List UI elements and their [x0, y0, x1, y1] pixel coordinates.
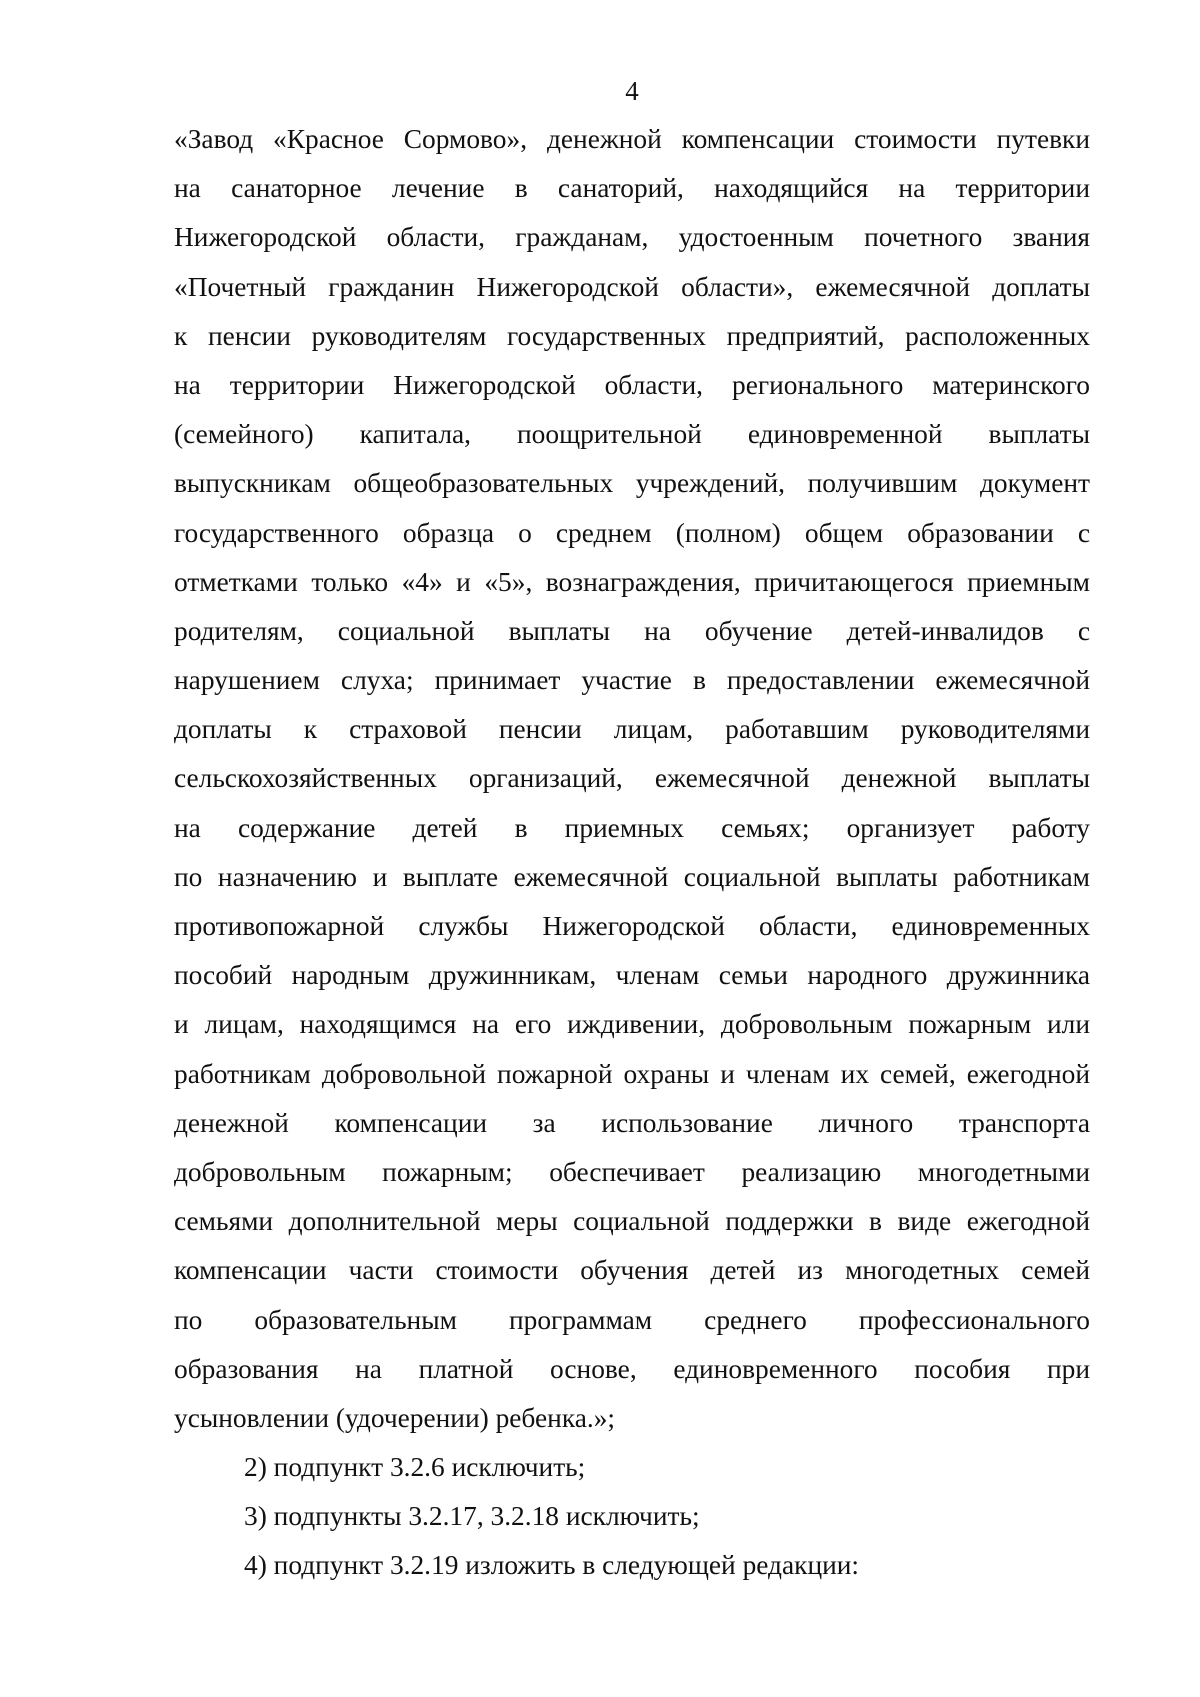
text-line: родителям, социальной выплаты на обучение детей-инвалидов с	[174, 615, 1090, 646]
text-line: работникам добровольной пожарной охраны и членам их семей, ежегодной	[174, 1058, 1090, 1089]
text-line: на санаторное лечение в санаторий, находящийся на территории	[174, 173, 1090, 204]
list-item: 3) подпункты 3.2.17, 3.2.18 исключить;	[244, 1501, 700, 1532]
text-line: семьями дополнительной меры социальной поддержки в виде ежегодной	[174, 1206, 1090, 1237]
text-line: государственного образца о среднем (полном) общем образовании с	[174, 517, 1090, 548]
text-line: нарушением слуха; принимает участие в предоставлении ежемесячной	[174, 665, 1090, 696]
text-line: доплаты к страховой пенсии лицам, работавшим руководителями	[174, 714, 1090, 745]
text-line: образования на платной основе, единовременного пособия при	[174, 1353, 1090, 1384]
text-line: по образовательным программам среднего профессионального	[174, 1304, 1090, 1335]
text-line: «Почетный гражданин Нижегородской области», ежемесячной доплаты	[174, 271, 1090, 302]
document-body	[174, 115, 1090, 1591]
text-line: денежной компенсации за использование личного транспорта	[174, 1107, 1090, 1138]
text-line: Нижегородской области, гражданам, удостоенным почетного звания	[174, 222, 1090, 253]
text-line: противопожарной службы Нижегородской области, единовременных	[174, 911, 1090, 941]
list-item: 4) подпункт 3.2.19 изложить в следующей редакции:	[244, 1550, 860, 1581]
list-item: 2) подпункт 3.2.6 исключить;	[244, 1452, 586, 1483]
text-line: «Завод «Красное Сормово», денежной компенсации стоимости путевки	[174, 124, 1090, 154]
text-line: компенсации части стоимости обучения детей из многодетных семей	[174, 1255, 1090, 1286]
text-line: усыновлении (удочерении) ребенка.»;	[174, 1402, 616, 1433]
text-line: добровольным пожарным; обеспечивает реализацию многодетными	[174, 1156, 1090, 1187]
text-line: на содержание детей в приемных семьях; организует работу	[174, 812, 1090, 843]
text-line: к пенсии руководителям государственных предприятий, расположенных	[174, 320, 1090, 351]
text-line: по назначению и выплате ежемесячной социальной выплаты работникам	[174, 861, 1090, 892]
text-line: выпускникам общеобразовательных учреждений, получившим документ	[174, 468, 1090, 499]
text-line: (семейного) капитала, поощрительной единовременной выплаты	[174, 419, 1090, 450]
text-line: пособий народным дружинникам, членам семьи народного дружинника	[174, 960, 1090, 991]
text-line: сельскохозяйственных организаций, ежемесячной денежной выплаты	[174, 763, 1090, 794]
text-line: и лицам, находящимся на его иждивении, добровольным пожарным или	[174, 1009, 1090, 1040]
text-line: отметками только «4» и «5», вознаграждения, причитающегося приемным	[174, 566, 1090, 597]
text-line: на территории Нижегородской области, регионального материнского	[174, 369, 1090, 400]
page-number: 4	[625, 76, 639, 106]
